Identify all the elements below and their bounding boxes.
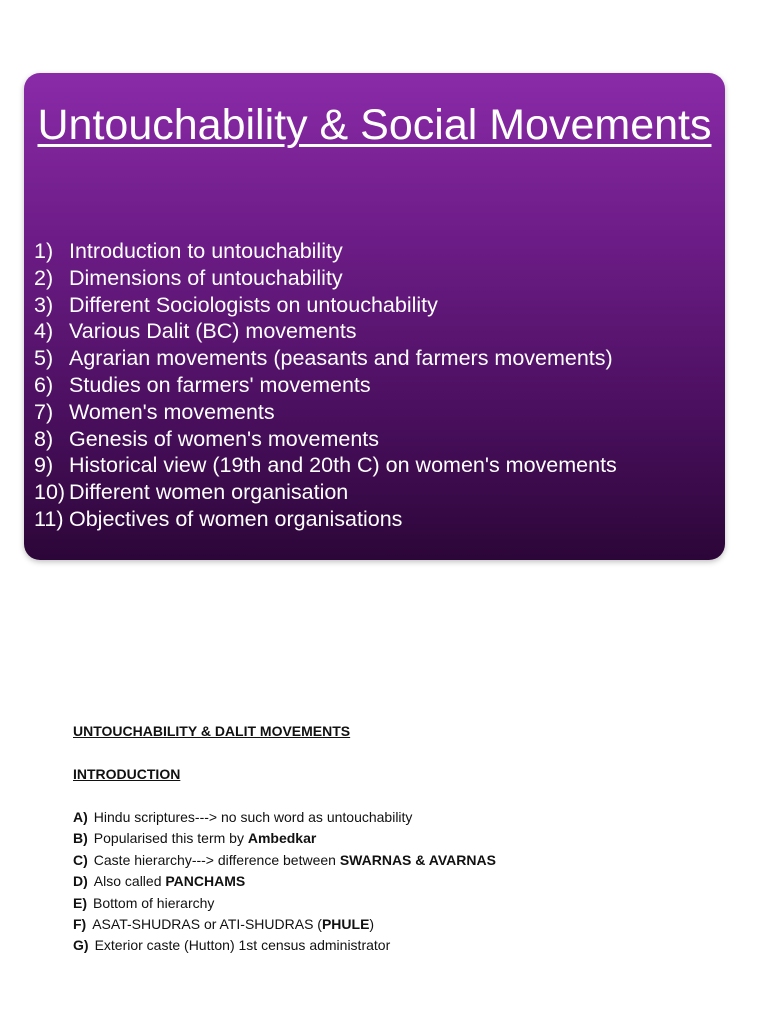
point-text: Popularised this term by — [93, 830, 248, 847]
point-list — [73, 807, 733, 957]
topic-text: Objectives of women organisations — [69, 506, 403, 531]
topic-item — [34, 345, 617, 372]
point-bold-text: PANCHAMS — [165, 873, 246, 890]
topic-number: 6) — [34, 372, 54, 397]
point-letter: G) — [73, 937, 89, 954]
topic-text: Dimensions of untouchability — [69, 265, 343, 290]
topic-item — [34, 479, 617, 506]
topic-text: Women's movements — [69, 399, 275, 424]
list-item — [73, 850, 733, 871]
topic-number: 10) — [34, 480, 66, 505]
point-bold-text: PHULE — [321, 916, 370, 933]
topic-number: 4) — [34, 319, 54, 344]
topic-number: 3) — [34, 292, 54, 317]
list-item — [73, 828, 733, 849]
banner-title: Untouchability & Social Movements — [37, 101, 712, 149]
topic-list — [34, 238, 617, 533]
list-item — [73, 807, 733, 828]
topic-item — [34, 452, 617, 479]
topic-text: Genesis of women's movements — [69, 426, 380, 451]
list-item — [73, 935, 733, 956]
topic-number: 11) — [34, 506, 64, 531]
topic-item — [34, 265, 617, 292]
point-text: Bottom of hierarchy — [93, 894, 215, 911]
list-item — [73, 893, 733, 914]
point-letter: C) — [73, 851, 88, 868]
point-bold-text: SWARNAS & AVARNAS — [339, 851, 496, 868]
point-text: Exterior caste (Hutton) 1st census administrator — [94, 937, 391, 954]
topic-item — [34, 399, 617, 426]
topic-number: 7) — [34, 399, 54, 424]
point-letter: B) — [73, 830, 88, 847]
topic-text: Various Dalit (BC) movements — [69, 319, 357, 344]
topic-text: Historical view (19th and 20th C) on women's movements — [69, 453, 617, 478]
topic-item — [34, 318, 617, 345]
point-letter: D) — [73, 873, 88, 890]
list-item — [73, 914, 733, 935]
point-letter: A) — [73, 809, 88, 825]
document-section — [73, 723, 733, 957]
topic-number: 1) — [34, 239, 54, 263]
topic-number: 5) — [34, 346, 54, 371]
point-text-after: ) — [369, 916, 375, 933]
topic-text: Studies on farmers' movements — [69, 372, 371, 397]
topic-text: Different Sociologists on untouchability — [69, 292, 438, 317]
topic-item — [34, 506, 617, 533]
title-banner — [24, 73, 725, 560]
section-heading: UNTOUCHABILITY & DALIT MOVEMENTS — [73, 723, 351, 739]
point-text: Caste hierarchy---> difference between — [93, 851, 340, 868]
point-bold-text: Ambedkar — [247, 830, 317, 847]
point-letter: E) — [73, 894, 87, 911]
topic-item — [34, 292, 617, 319]
topic-text: Agrarian movements (peasants and farmers movements) — [69, 346, 613, 371]
topic-number: 9) — [34, 453, 54, 478]
list-item — [73, 871, 733, 892]
point-letter: F) — [73, 916, 87, 933]
point-text: Also called — [93, 873, 166, 890]
topic-text: Different women organisation — [69, 480, 349, 505]
topic-item — [34, 426, 617, 453]
topic-item — [34, 372, 617, 399]
point-text: Hindu scriptures---> no such word as untouchability — [93, 809, 413, 825]
point-text: ASAT-SHUDRAS or ATI-SHUDRAS ( — [92, 916, 322, 933]
topic-item — [34, 238, 617, 265]
topic-number: 2) — [34, 265, 54, 290]
topic-text: Introduction to untouchability — [69, 239, 343, 263]
topic-number: 8) — [34, 426, 54, 451]
introduction-heading: INTRODUCTION — [73, 766, 181, 782]
